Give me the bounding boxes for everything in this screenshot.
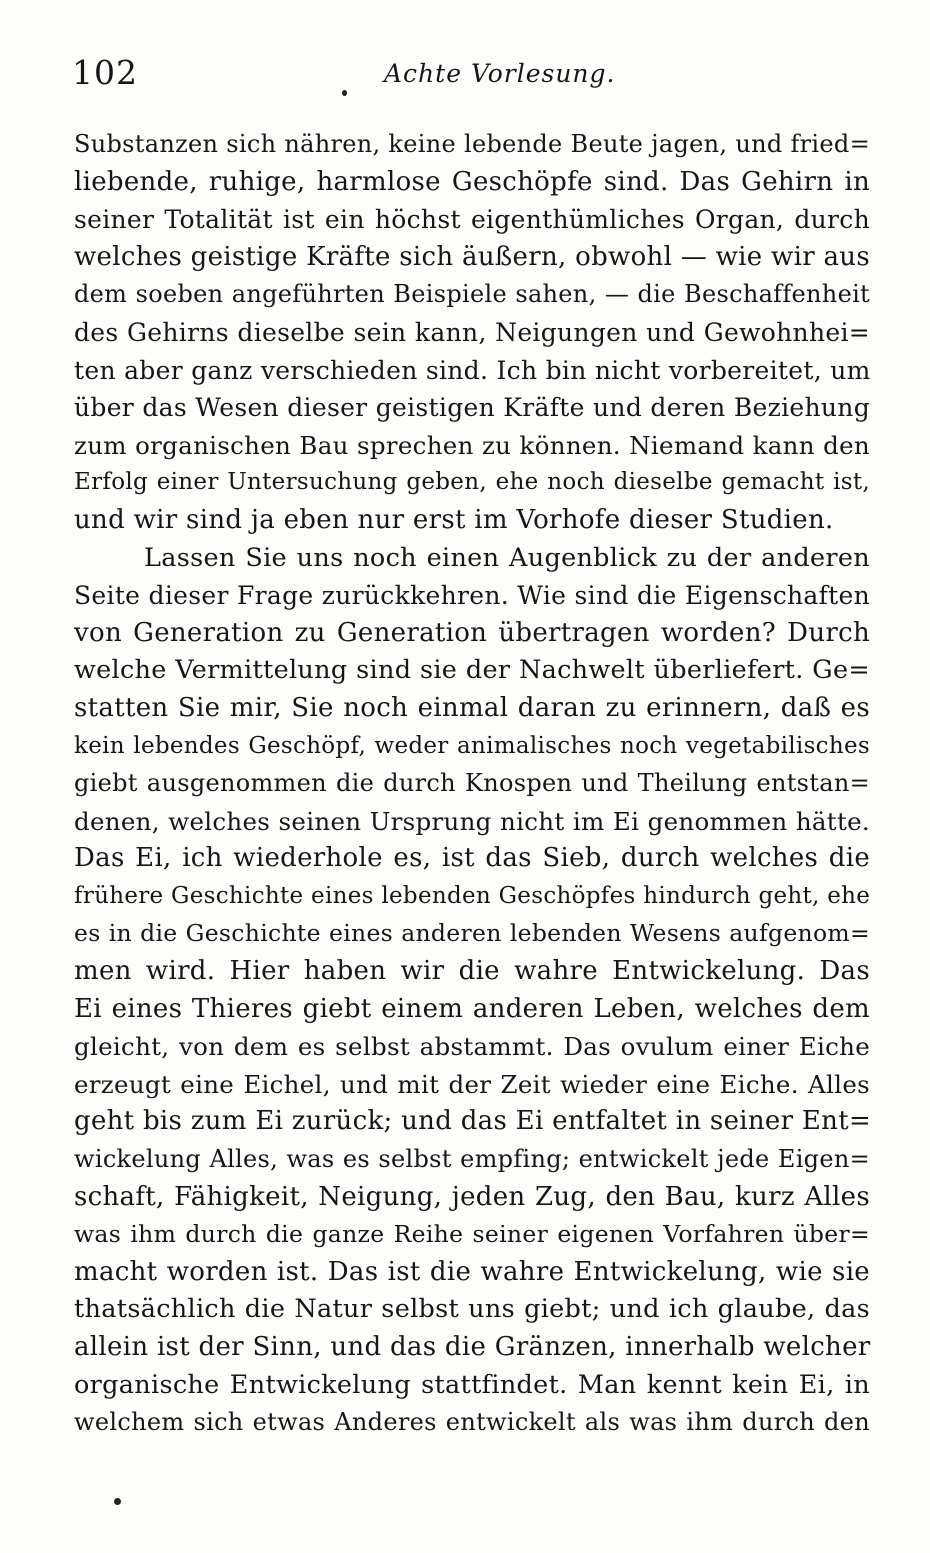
text-line: schaft, Fähigkeit, Neigung, jeden Zug, den Bau, kurz Alles: [74, 1181, 870, 1212]
text-line: allein ist der Sinn, und das die Gränzen, innerhalb welcher: [74, 1332, 871, 1362]
text-line: gleicht, von dem es selbst abstammt. Das ovulum einer Eiche: [74, 1032, 870, 1062]
text-line: Lassen Sie uns noch einen Augenblick zu der anderen: [144, 542, 870, 573]
text-line: was ihm durch die ganze Reihe seiner eigenen Vorfahren über=: [74, 1220, 870, 1249]
text-line: ten aber ganz verschieden sind. Ich bin nicht vorbereitet, um: [74, 355, 871, 385]
text-line: frühere Geschichte eines lebenden Geschöpfes hindurch geht, ehe: [74, 882, 871, 909]
text-line: Ei eines Thieres giebt einem anderen Leben, welches dem: [74, 993, 870, 1024]
text-line: es in die Geschichte eines anderen lebenden Wesens aufgenom=: [74, 919, 870, 948]
text-line: welches geistige Kräfte sich äußern, obwohl — wie wir aus: [74, 241, 870, 272]
text-line: seiner Totalität ist ein höchst eigenthümliches Organ, durch: [74, 205, 870, 235]
text-line: und wir sind ja eben nur erst im Vorhofe dieser Studien.: [74, 504, 834, 535]
text-line: welchem sich etwas Anderes entwickelt als was ihm durch den: [74, 1408, 870, 1437]
text-line: des Gehirns dieselbe sein kann, Neigungen und Gewohnhei=: [74, 317, 870, 347]
page-number: 102: [72, 53, 138, 92]
text-line: wickelung Alles, was es selbst empfing; entwickelt jede Eigen=: [74, 1145, 870, 1174]
body-text: [74, 126, 870, 1442]
text-line: erzeugt eine Eichel, und mit der Zeit wieder eine Eiche. Alles: [74, 1069, 870, 1099]
text-line: Erfolg einer Untersuchung geben, ehe noch dieselbe gemacht ist,: [74, 469, 870, 496]
text-line: thatsächlich die Natur selbst uns giebt; und ich glaube, das: [74, 1294, 870, 1325]
text-line: Seite dieser Frage zurückkehren. Wie sind die Eigenschaften: [74, 581, 870, 611]
text-line: zum organischen Bau sprechen zu können. Niemand kann den: [74, 430, 870, 460]
text-line: kein lebendes Geschöpf, weder animalisches noch vegetabilisches: [74, 732, 870, 759]
text-line: macht worden ist. Das ist die wahre Entwickelung, wie sie: [74, 1256, 870, 1287]
text-line: giebt ausgenommen die durch Knospen und Theilung entstan=: [74, 769, 870, 798]
ink-speck: [342, 90, 347, 96]
text-line: welche Vermittelung sind sie der Nachwelt überliefert. Ge=: [74, 655, 870, 686]
page-header: [72, 52, 870, 94]
text-line: über das Wesen dieser geistigen Kräfte und deren Beziehung: [74, 393, 870, 423]
running-title: Achte Vorlesung.: [384, 59, 616, 88]
text-line: geht bis zum Ei zurück; und das Ei entfaltet in seiner Ent=: [74, 1106, 872, 1137]
text-line: Das Ei, ich wiederhole es, ist das Sieb, durch welches die: [74, 843, 870, 874]
text-line: dem soeben angeführten Beispiele sahen, — die Beschaffenheit: [74, 280, 870, 309]
text-line: Substanzen sich nähren, keine lebende Beute jagen, und fried=: [74, 130, 870, 158]
ink-speck: [114, 1498, 121, 1505]
text-line: organische Entwickelung stattfindet. Man kennt kein Ei, in: [74, 1369, 870, 1400]
text-line: denen, welches seinen Ursprung nicht im Ei genommen hätte.: [74, 806, 870, 836]
text-line: von Generation zu Generation übertragen worden? Durch: [74, 617, 870, 648]
text-line: liebende, ruhige, harmlose Geschöpfe sind. Das Gehirn in: [74, 166, 870, 197]
text-line: men wird. Hier haben wir die wahre Entwickelung. Das: [74, 956, 870, 987]
text-line: statten Sie mir, Sie noch einmal daran zu erinnern, daß es: [74, 692, 870, 723]
